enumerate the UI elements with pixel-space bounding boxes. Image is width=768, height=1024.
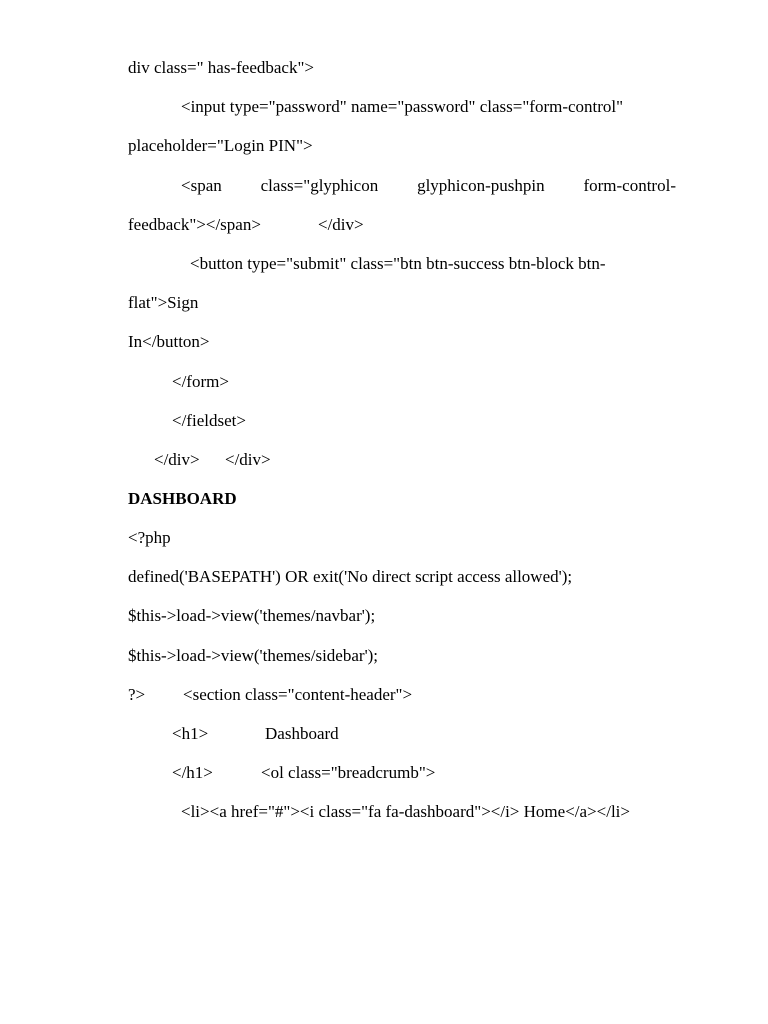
- code-line: <h1>: [172, 724, 209, 743]
- code-line: </form>: [172, 372, 229, 391]
- code-line: <?php: [128, 528, 171, 547]
- code-word: form-control-: [583, 176, 676, 195]
- code-line: feedback"></span>: [128, 215, 261, 234]
- code-line: div class=" has-feedback">: [128, 58, 314, 77]
- code-line: In</button>: [128, 332, 210, 351]
- code-word: glyphicon-pushpin: [417, 176, 545, 195]
- code-line: </div>: [318, 215, 364, 234]
- code-line: placeholder="Login PIN">: [128, 136, 313, 155]
- code-word: class="glyphicon: [260, 176, 379, 195]
- section-heading: DASHBOARD: [128, 489, 237, 508]
- code-line: </div>: [154, 450, 200, 469]
- code-line-justified: [181, 176, 676, 196]
- code-line: <section class="content-header">: [183, 685, 413, 704]
- code-line: ?>: [128, 685, 146, 704]
- code-line: $this->load->view('themes/navbar');: [128, 606, 376, 625]
- code-line: </fieldset>: [172, 411, 246, 430]
- code-line: <input type="password" name="password" class="form-control": [181, 97, 624, 116]
- code-line: </div>: [225, 450, 271, 469]
- code-line: <button type="submit" class="btn btn-success btn-block btn-: [190, 254, 606, 273]
- code-line: defined('BASEPATH') OR exit('No direct script access allowed');: [128, 567, 573, 586]
- code-line: Dashboard: [265, 724, 339, 743]
- code-line: flat">Sign: [128, 293, 199, 312]
- code-word: <span: [181, 176, 222, 195]
- code-line: <li><a href="#"><i class="fa fa-dashboard"></i> Home</a></li>: [181, 802, 630, 821]
- code-line: </h1>: [172, 763, 213, 782]
- code-line: <ol class="breadcrumb">: [261, 763, 436, 782]
- code-line: $this->load->view('themes/sidebar');: [128, 646, 379, 665]
